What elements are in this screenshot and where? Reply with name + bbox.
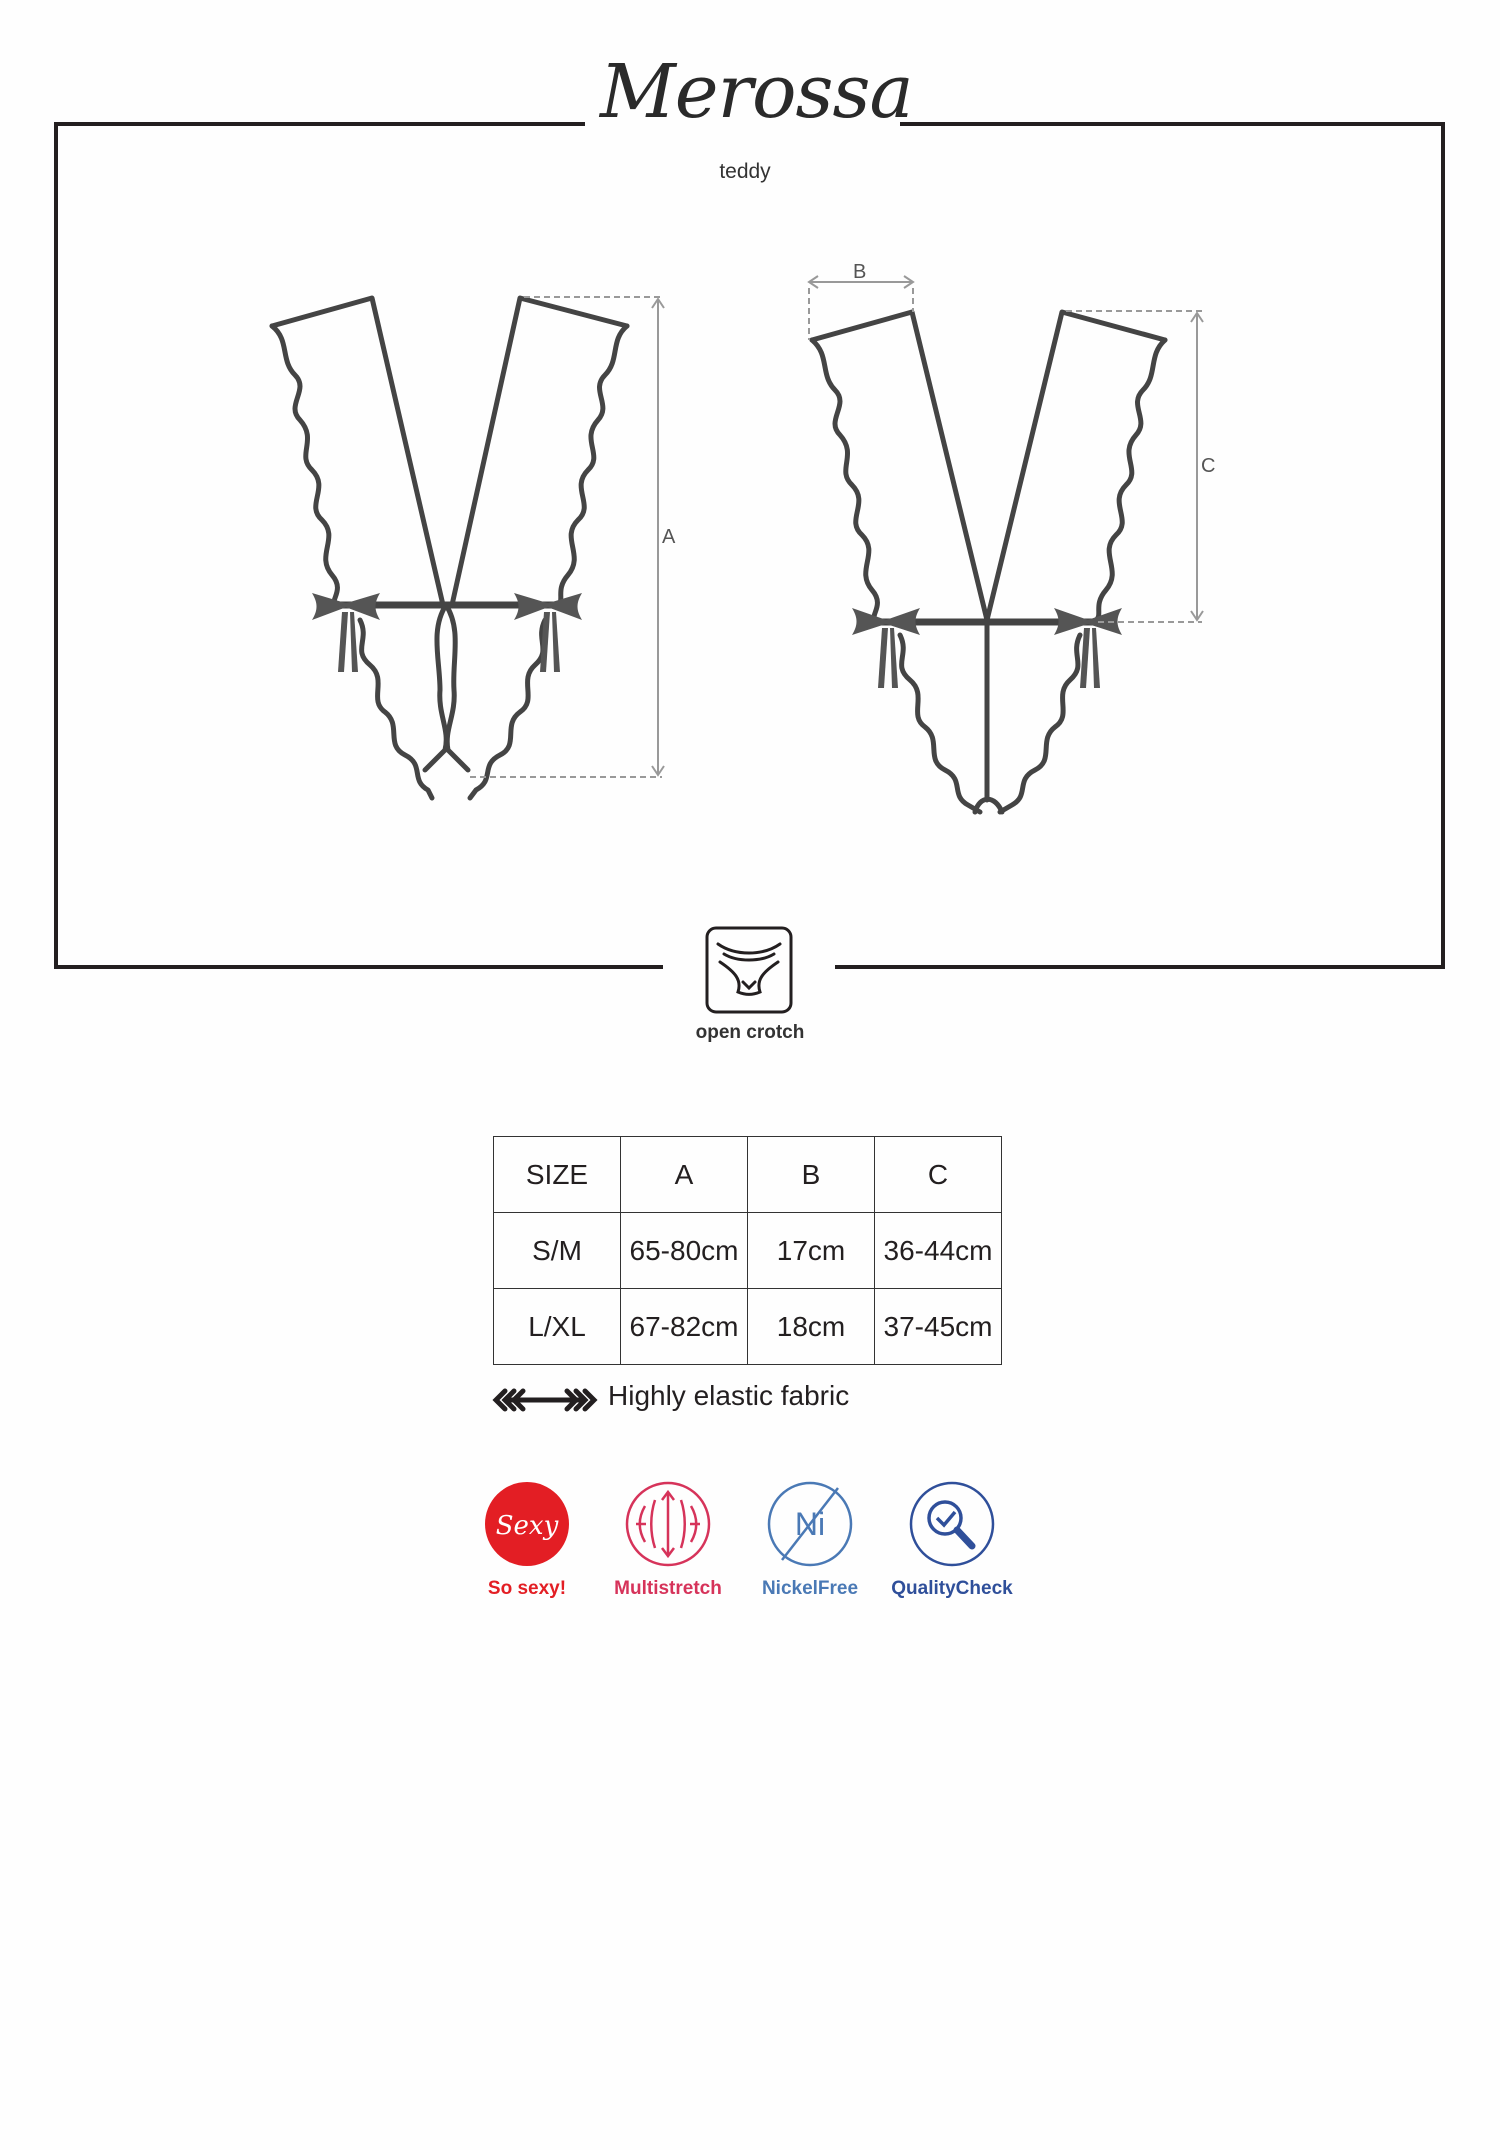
svg-text:Ni: Ni xyxy=(794,1506,826,1542)
front-view-drawing xyxy=(272,298,627,798)
size-table-cell: 18cm xyxy=(748,1289,875,1365)
size-table-header: B xyxy=(748,1137,875,1213)
size-table-cell: 37-45cm xyxy=(875,1289,1002,1365)
size-table-cell: S/M xyxy=(494,1213,621,1289)
size-table-header: A xyxy=(621,1137,748,1213)
size-table-header: C xyxy=(875,1137,1002,1213)
nickel-free-label: NickelFree xyxy=(761,1578,859,1599)
so-sexy-label: So sexy! xyxy=(487,1578,567,1599)
dimension-a-label: A xyxy=(662,526,676,548)
size-table-row xyxy=(494,1213,1002,1289)
dimension-c-label: C xyxy=(1201,455,1216,477)
size-table-header-row xyxy=(494,1137,1002,1213)
size-table-cell: L/XL xyxy=(494,1289,621,1365)
size-table-cell: 67-82cm xyxy=(621,1289,748,1365)
quality-check-label: QualityCheck xyxy=(891,1578,1013,1599)
quality-check-icon xyxy=(911,1483,993,1565)
stretch-arrows-icon xyxy=(496,1391,594,1409)
dimension-b-label: B xyxy=(853,261,867,283)
product-type: teddy xyxy=(719,160,771,183)
sexy-icon xyxy=(485,1482,569,1566)
nickel-free-icon xyxy=(769,1483,851,1565)
elastic-fabric-label: Highly elastic fabric xyxy=(608,1380,850,1411)
open-crotch-label: open crotch xyxy=(695,1022,805,1043)
back-view-drawing xyxy=(812,312,1165,812)
brand-name: Merossa xyxy=(600,49,913,135)
size-table-cell: 17cm xyxy=(748,1213,875,1289)
size-table-cell: 65-80cm xyxy=(621,1213,748,1289)
size-table-cell: 36-44cm xyxy=(875,1213,1002,1289)
dimension-b-guide xyxy=(809,276,913,340)
svg-text:Sexy: Sexy xyxy=(495,1511,559,1541)
size-table-row xyxy=(494,1289,1002,1365)
multistretch-icon xyxy=(627,1483,709,1565)
size-table xyxy=(493,1136,1002,1365)
dimension-a-guide xyxy=(470,297,664,777)
open-crotch-icon xyxy=(707,928,791,1012)
multistretch-label: Multistretch xyxy=(614,1578,722,1599)
dimension-c-guide xyxy=(1066,311,1203,622)
size-table-header: SIZE xyxy=(494,1137,621,1213)
frame xyxy=(56,124,1443,967)
